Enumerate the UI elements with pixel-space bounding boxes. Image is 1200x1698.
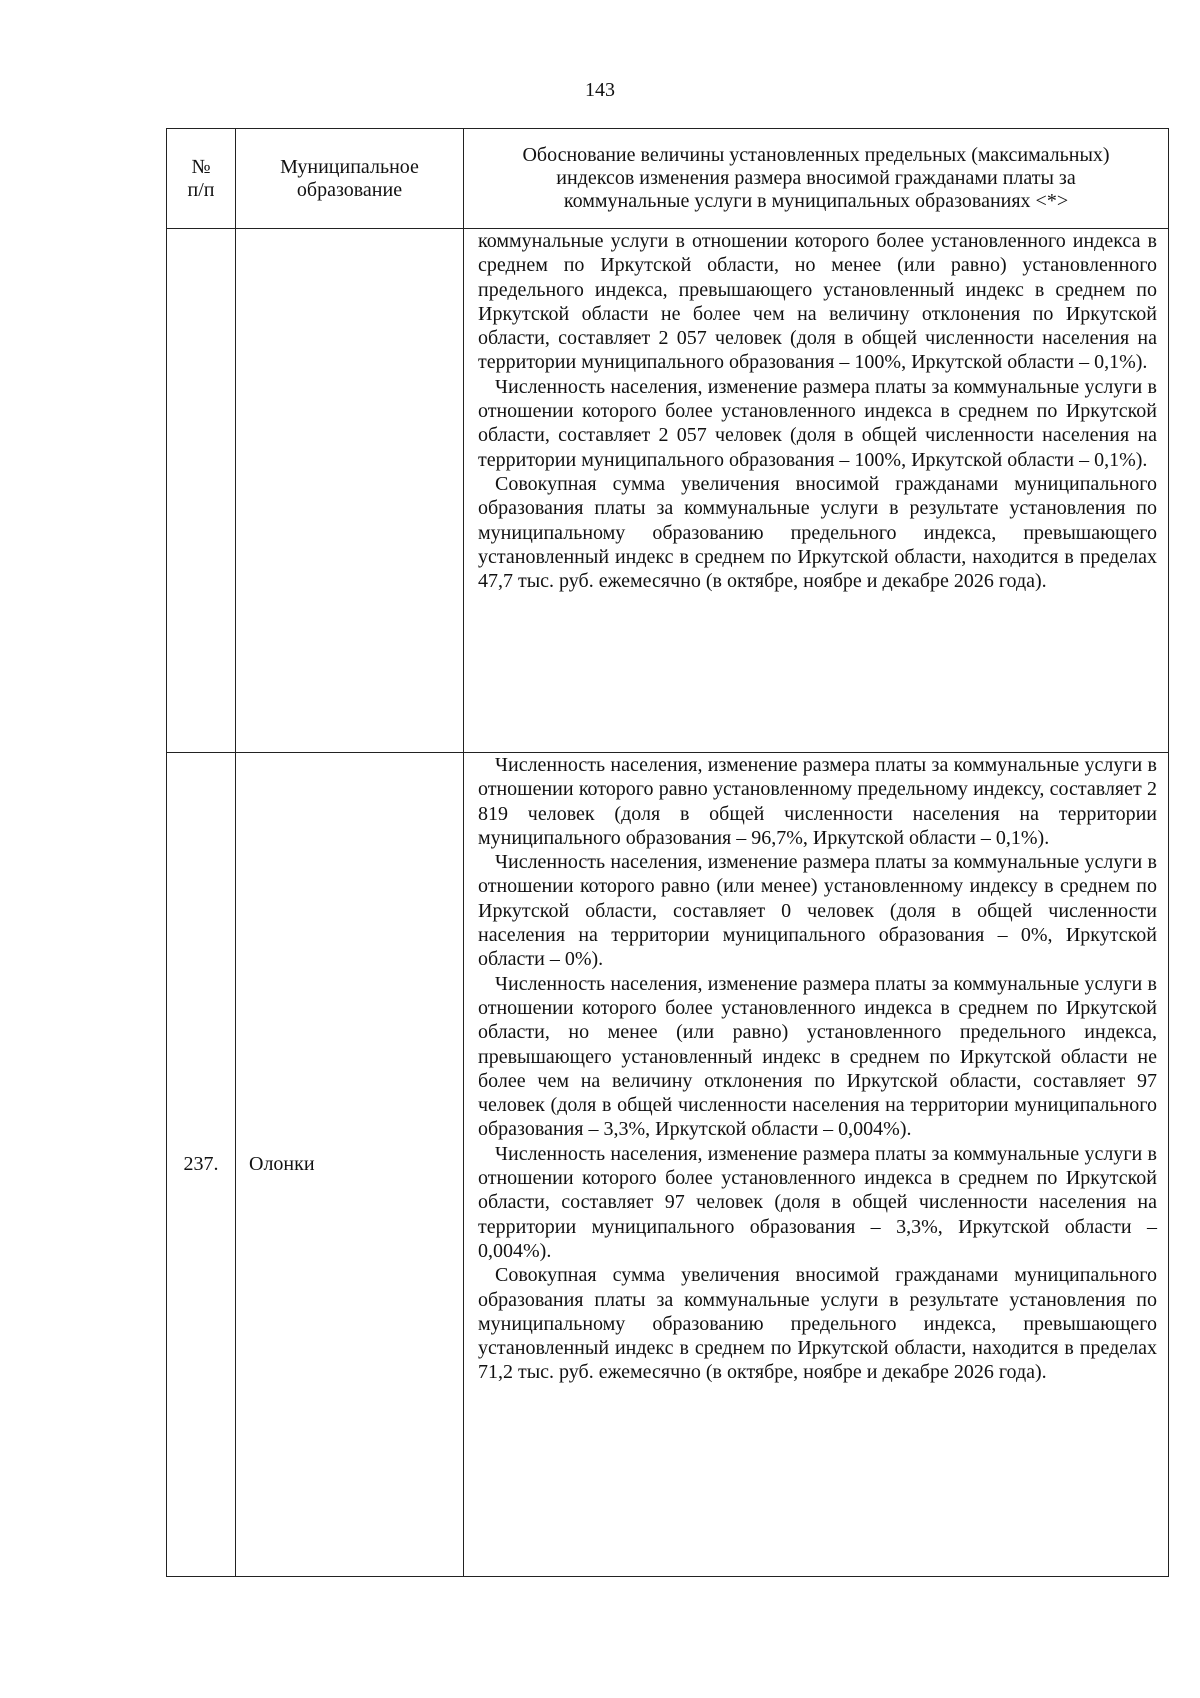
row-municipality-cell	[236, 229, 464, 753]
municipal-index-table	[166, 128, 1169, 1577]
header-municipality-label: Муниципальное образование	[280, 155, 419, 201]
page-number: 143	[585, 79, 615, 101]
justification-paragraph: Совокупная сумма увеличения вносимой гражданами муниципального образования платы за коммунальные услуги в результате установления по муниципальному образованию предельного индекса, превышающего установленный индекс в среднем по Иркутской области, находится в пределах 47,7 тыс. руб. ежемесячно (в октябре, ноябре и декабре 2026 года).	[478, 472, 1157, 593]
table-row	[167, 229, 1169, 753]
header-justification-label: Обоснование величины установленных предельных (максимальных) индексов изменения размера вносимой гражданами платы за коммунальные услуги в муниципальных образованиях <*>	[522, 144, 1110, 212]
header-municipality	[236, 129, 464, 229]
justification-paragraph: Численность населения, изменение размера платы за коммунальные услуги в отношении которого равно (или менее) установленному индексу в среднем по Иркутской области, составляет 0 человек (доля в общей численности населения на территории муниципального образования – 0%, Иркутской области – 0%).	[478, 851, 1157, 971]
row-justification-cell	[464, 753, 1169, 1577]
row-number-cell	[167, 229, 236, 753]
table-row	[167, 753, 1169, 1577]
row-number-cell: 237.	[167, 753, 236, 1577]
header-justification	[464, 129, 1169, 229]
justification-paragraph: Численность населения, изменение размера платы за коммунальные услуги в отношении которого равно установленному предельному индексу, составляет 2 819 человек (доля в общей численности населения на территории муниципального образования – 96,7%, Иркутской области – 0,1%).	[478, 754, 1157, 849]
justification-paragraph: Численность населения, изменение размера платы за коммунальные услуги в отношении которого более установленного индекса в среднем по Иркутской области, составляет 2 057 человек (доля в общей численности населения на территории муниципального образования – 100%, Иркутской области – 0,1%).	[478, 375, 1157, 471]
header-number	[167, 129, 236, 229]
justification-paragraph: коммунальные услуги в отношении которого более установленного индекса в среднем по Иркутской области, но менее (или равно) установленного предельного индекса, превышающего установленный индекс в среднем по Иркутской области не более чем на величину отклонения по Иркутской области, составляет 2 057 человек (доля в общей численности населения на территории муниципального образования – 100%, Иркутской области – 0,1%).	[478, 230, 1157, 374]
justification-paragraph: Численность населения, изменение размера платы за коммунальные услуги в отношении которого более установленного индекса в среднем по Иркутской области, но менее (или равно) установленного предельного индекса, превышающего установленный индекс в среднем по Иркутской области не более чем на величину отклонения по Иркутской области, составляет 97 человек (доля в общей численности населения на территории муниципального образования – 3,3%, Иркутской области – 0,004%).	[478, 972, 1157, 1141]
justification-paragraph: Совокупная сумма увеличения вносимой гражданами муниципального образования платы за коммунальные услуги в результате установления по муниципальному образованию предельного индекса, превышающего установленный индекс в среднем по Иркутской области, находится в пределах 71,2 тыс. руб. ежемесячно (в октябре, ноябре и декабре 2026 года).	[478, 1264, 1157, 1384]
row-municipality-cell: Олонки	[236, 753, 464, 1577]
table-header-row	[167, 129, 1169, 229]
justification-paragraph: Численность населения, изменение размера платы за коммунальные услуги в отношении которого более установленного индекса в среднем по Иркутской области, составляет 97 человек (доля в общей численности населения на территории муниципального образования – 3,3%, Иркутской области – 0,004%).	[478, 1142, 1157, 1262]
header-number-label: № п/п	[187, 155, 215, 201]
row-justification-cell	[464, 229, 1169, 753]
